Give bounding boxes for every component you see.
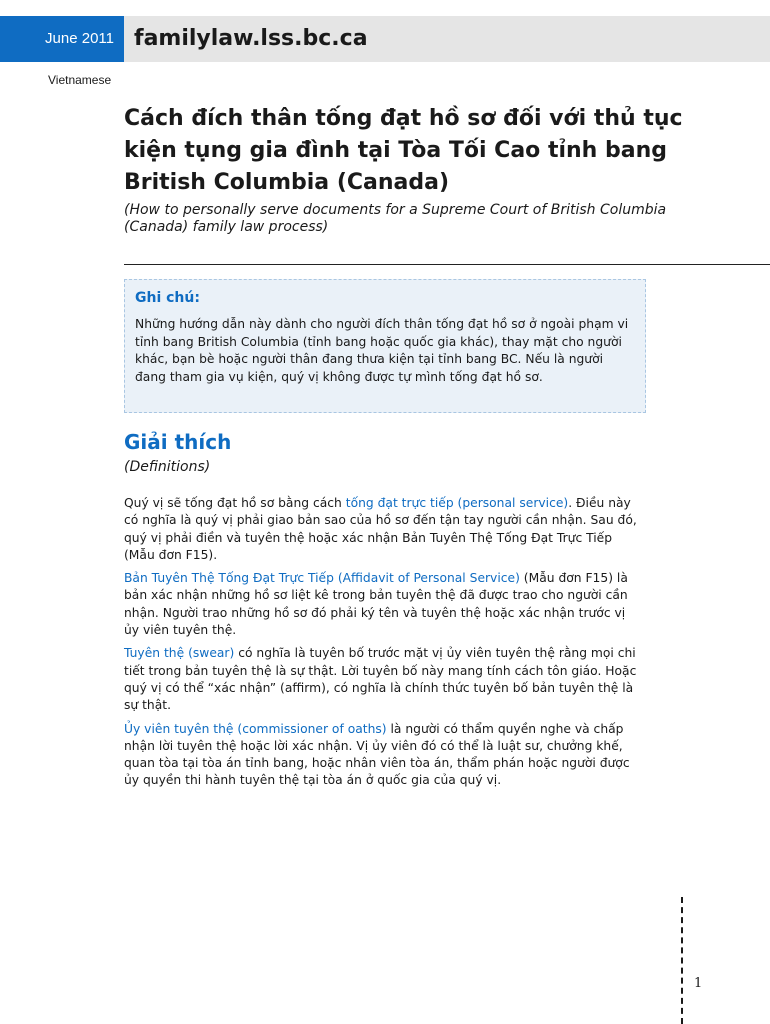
paragraph-text: Quý vị sẽ tống đạt hồ sơ bằng cách xyxy=(124,496,346,510)
definition-paragraph-commissioner xyxy=(124,721,644,790)
paragraph-text: . Điều này có nghĩa là quý vị phải giao bản sao của hồ sơ đến tận tay người cần nhận. Sau đó, quý vị phải điền và tuyên thệ hoặc xác nhận Bản Tuyên Thệ Tống Đạt Trực Tiếp (Mẫu đơn F15). xyxy=(124,496,637,562)
paragraph-text: là người có thẩm quyền nghe và chấp nhận lời tuyên thệ hoặc lời xác nhận. Vị ủy viên đó có thể là luật sư, chưởng khế, quan tòa tại tòa án tỉnh bang, hoặc nhân viên tòa án, thẩm phán hoặc người được ủy quyền thi hành tuyên thệ tại tòa án ở quốc gia của quý vị. xyxy=(124,721,630,788)
definitions-heading: Giải thích xyxy=(124,430,232,454)
term-personal-service: tống đạt trực tiếp (personal service) xyxy=(345,496,569,510)
term-commissioner: Ủy viên tuyên thệ (commissioner of oaths) xyxy=(124,721,387,736)
cut-line xyxy=(681,897,683,1024)
definition-paragraph-swear xyxy=(124,645,644,714)
definition-paragraph-personal-service xyxy=(124,495,644,564)
paragraph-text: (Mẫu đơn F15) là bản xác nhận những hồ sơ liệt kê trong bản tuyên thệ đã được trao cho người cần nhận. Người trao những hồ sơ đó phải ký tên và tuyên thệ hoặc xác nhận trước vị ủy viên tuyên thệ. xyxy=(124,571,628,638)
page-number: 1 xyxy=(694,976,703,991)
site-url[interactable]: familylaw.lss.bc.ca xyxy=(134,26,368,51)
page-subtitle: (How to personally serve documents for a Supreme Court of British Columbia (Canada) family law process) xyxy=(124,202,667,235)
header-bar xyxy=(0,16,770,62)
note-box xyxy=(124,279,646,413)
title-divider xyxy=(124,264,770,265)
page-title: Cách đích thân tống đạt hồ sơ đối với thủ tục kiện tụng gia đình tại Tòa Tối Cao tỉnh bang British Columbia (Canada) xyxy=(124,106,683,195)
note-text: Những hướng dẫn này dành cho người đích thân tống đạt hồ sơ ở ngoài phạm vi tỉnh bang British Columbia (tỉnh bang hoặc quốc gia khác), thay mặt cho người khác, bạn bè hoặc người thân đang thưa kiện tại tỉnh bang BC. Nếu là người đang tham gia vụ kiện, quý vị không được tự mình tống đạt hồ sơ. xyxy=(135,317,629,384)
term-affidavit: Bản Tuyên Thệ Tống Đạt Trực Tiếp (Affidavit of Personal Service) xyxy=(124,571,520,586)
publication-date: June 2011 xyxy=(0,16,124,62)
term-swear: Tuyên thệ (swear) xyxy=(124,646,235,661)
note-title: Ghi chú: xyxy=(135,290,200,306)
language-label: Vietnamese xyxy=(48,73,112,87)
definition-paragraph-affidavit xyxy=(124,570,644,639)
definitions-subheading: (Definitions) xyxy=(124,459,211,475)
definitions-body xyxy=(124,495,644,796)
paragraph-text: có nghĩa là tuyên bố trước mặt vị ủy viên tuyên thệ rằng mọi chi tiết trong bản tuyên thệ là sự thật. Lời tuyên bố này mang tính cách tôn giáo. Hoặc quý vị có thể “xác nhận” (affirm), có nghĩa là chính thức tuyên bố bản tuyên thệ là sự thật. xyxy=(124,646,637,713)
